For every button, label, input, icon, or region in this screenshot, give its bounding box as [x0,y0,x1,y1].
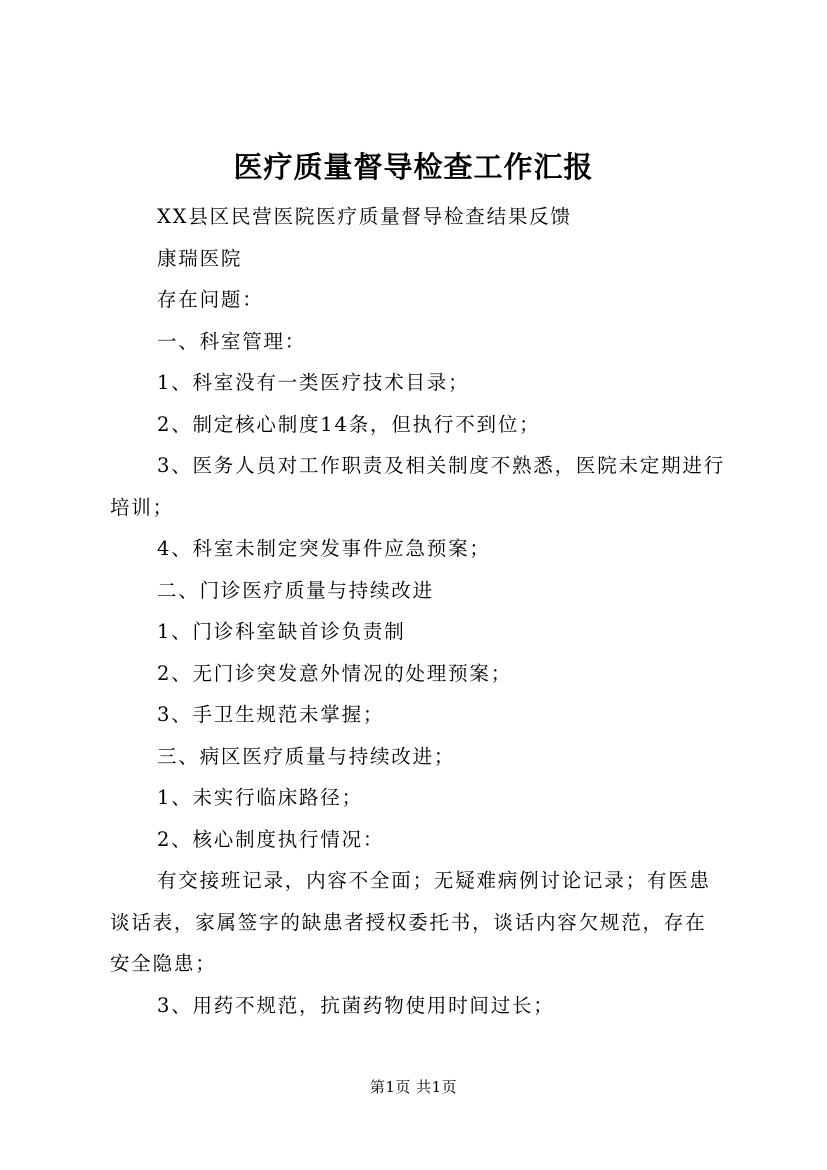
paragraph-item: 3、医务人员对工作职责及相关制度不熟悉，医院未定期进行培训； [110,454,726,519]
paragraph-item: 3、用药不规范，抗菌药物使用时间过长； [157,993,555,1017]
section-heading-outpatient-quality: 二、门诊医疗质量与持续改进 [157,578,434,602]
document-title: 医疗质量督导检查工作汇报 [233,150,594,184]
paragraph-item: 2、核心制度执行情况： [157,827,385,851]
document-body [110,196,727,1026]
section-heading-department-management: 一、科室管理： [157,329,307,353]
paragraph-item: 1、科室没有一类医疗技术目录； [157,371,470,394]
page-footer: 第1页 共1页 [369,1078,458,1096]
paragraph-item: 2、制定核心制度14条，但执行不到位； [157,412,541,436]
paragraph-item: 有交接班记录，内容不全面；无疑难病例讨论记录；有医患谈话表，家属签字的缺患者授权委托书，谈话内容欠规范，存在安全隐患； [110,869,711,975]
paragraph-subtitle: XX县区民营医院医疗质量督导检查结果反馈 [157,205,572,228]
paragraph-item: 4、科室未制定突发事件应急预案； [157,537,491,560]
paragraph-item: 1、未实行临床路径； [157,786,363,809]
paragraph-problems-heading: 存在问题： [157,288,264,311]
paragraph-hospital-name: 康瑞医院 [157,246,243,270]
section-heading-ward-quality: 三、病区医疗质量与持续改进； [157,744,456,768]
paragraph-item: 2、无门诊突发意外情况的处理预案； [157,661,513,685]
paragraph-item: 1、门诊科室缺首诊负责制 [157,620,406,643]
paragraph-item: 3、手卫生规范未掌握； [157,703,385,726]
